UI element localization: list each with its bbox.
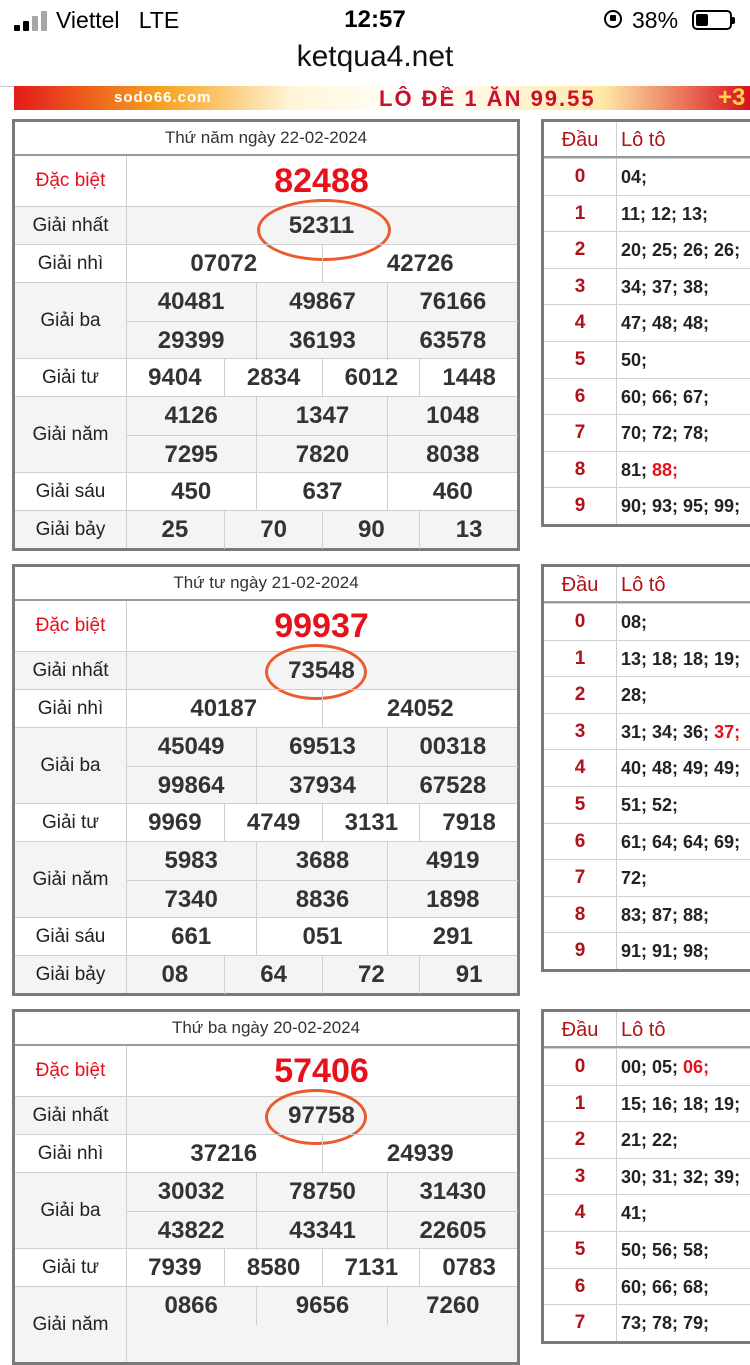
loto-values: 20; 25; 26; 26; [621, 240, 741, 261]
prize-number: 70 [224, 511, 323, 549]
prize-label: Giải bảy [15, 511, 127, 548]
loto-head-digit: 6 [544, 1269, 617, 1305]
loto-row [544, 1231, 750, 1268]
prize-number: 7295 [126, 435, 256, 474]
prize-number: 24939 [322, 1135, 519, 1173]
prize-number: 051 [256, 918, 387, 956]
loto-row [544, 859, 750, 896]
loto-row [544, 451, 750, 488]
loto-head-digit: 6 [544, 379, 617, 415]
prize-label: Giải nhất [15, 207, 127, 244]
prize-number: 22605 [387, 1211, 518, 1250]
prize-values [126, 1287, 517, 1362]
loto-header [544, 567, 750, 603]
loto-highlight: 88; [652, 459, 679, 480]
prize-number: 9656 [256, 1287, 387, 1325]
loto-head-digit: 9 [544, 933, 617, 969]
prize-row-giai-nhi [15, 1134, 517, 1172]
prize-label: Đặc biệt [15, 601, 127, 651]
address-bar[interactable]: ketqua4.net [296, 40, 454, 73]
loto-row [544, 1048, 750, 1085]
prize-values [126, 690, 517, 727]
loto-values: 21; 22; [621, 1130, 679, 1151]
loto-values: 60; 66; 68; [621, 1276, 710, 1297]
loto-head-digit: 8 [544, 897, 617, 933]
loto-row [544, 268, 750, 305]
prize-number: 4749 [224, 804, 323, 842]
prize-row-dac-biet [15, 601, 517, 651]
prize-number: 36193 [256, 321, 387, 360]
prize-values [126, 397, 517, 472]
prize-number: 7260 [387, 1287, 518, 1325]
prize-number: 9404 [148, 364, 202, 391]
prize-label: Giải năm [15, 1287, 127, 1362]
prize-number: 4919 [387, 842, 518, 880]
prize-number: 3688 [256, 842, 387, 880]
banner-badge: +3 [718, 86, 746, 110]
prize-label: Giải nhất [15, 652, 127, 689]
loto-row [544, 378, 750, 415]
prize-number: 291 [387, 918, 518, 956]
prize-number: 7918 [419, 804, 518, 842]
prize-row-giai-nam [15, 396, 517, 472]
status-bar [0, 0, 750, 42]
loto-head-digit: 2 [544, 1122, 617, 1158]
prize-label: Giải tư [15, 804, 127, 841]
loto-head-digit: 4 [544, 750, 617, 786]
prize-number: 1898 [387, 880, 518, 919]
prize-row-giai-nam [15, 1286, 517, 1362]
loto-values: 08; [621, 612, 648, 632]
prize-values [126, 842, 517, 917]
banner-brand: sodo66.com [114, 89, 212, 106]
loto-table [541, 564, 750, 972]
loto-values: 61; 64; 64; 69; [621, 831, 741, 852]
loto-row [544, 487, 750, 524]
prize-label: Giải sáu [15, 918, 127, 955]
loto-values: 00; 05; 06; [621, 1057, 710, 1077]
loto-row [544, 1268, 750, 1305]
loto-row [544, 932, 750, 969]
prize-number: 450 [171, 478, 212, 505]
prize-label: Giải năm [15, 842, 127, 917]
loto-header-loto: Lô tô [621, 574, 666, 596]
carrier-name: Viettel LTE [56, 7, 180, 33]
loto-row [544, 896, 750, 933]
prize-label: Giải tư [15, 359, 127, 396]
prize-number: 1048 [387, 397, 518, 435]
prize-number: 99937 [274, 607, 369, 645]
prize-number: 1448 [419, 359, 518, 397]
prize-label: Giải nhất [15, 1097, 127, 1134]
loto-values: 40; 48; 49; 49; [621, 758, 741, 779]
prize-number: 8836 [256, 880, 387, 919]
prize-number: 00318 [387, 728, 518, 766]
loto-row [544, 640, 750, 677]
prize-number: 7131 [322, 1249, 421, 1287]
loto-head-digit: 7 [544, 415, 617, 451]
loto-row [544, 676, 750, 713]
prize-row-giai-sau [15, 917, 517, 955]
loto-table [541, 1009, 750, 1344]
prize-row-giai-sau [15, 472, 517, 510]
prize-number: 08 [161, 961, 189, 988]
prize-label: Đặc biệt [15, 156, 127, 206]
banner-headline: LÔ ĐỀ 1 ĂN 99.55 [379, 86, 596, 110]
prize-number: 91 [419, 956, 518, 994]
prize-row-giai-tu [15, 1248, 517, 1286]
prize-number: 90 [322, 511, 421, 549]
loto-values: 50; 56; 58; [621, 1239, 710, 1260]
prize-label: Giải sáu [15, 473, 127, 510]
prize-row-giai-nam [15, 841, 517, 917]
prize-number: 82488 [274, 162, 369, 200]
loto-head-digit: 9 [544, 488, 617, 524]
loto-values: 41; [621, 1203, 648, 1224]
loto-values: 47; 48; 48; [621, 313, 710, 334]
loto-head-digit: 6 [544, 824, 617, 860]
prize-label: Đặc biệt [15, 1046, 127, 1096]
prize-number: 25 [161, 516, 189, 543]
loto-head-digit: 4 [544, 305, 617, 341]
loto-values: 13; 18; 18; 19; [621, 648, 741, 669]
loto-head-digit: 5 [544, 787, 617, 823]
banner-ad[interactable] [14, 86, 750, 110]
loto-values: 90; 93; 95; 99; [621, 496, 741, 517]
prize-label: Giải ba [15, 728, 127, 803]
loto-values: 15; 16; 18; 19; [621, 1093, 741, 1114]
loto-head-digit: 1 [544, 1086, 617, 1122]
prize-values [126, 956, 517, 993]
loto-header-dau: Đầu [544, 1012, 617, 1046]
prize-label: Giải ba [15, 283, 127, 358]
prize-number: 69513 [256, 728, 387, 766]
prize-number: 0866 [164, 1292, 218, 1319]
loto-values: 31; 34; 36; 37; [621, 721, 741, 742]
prize-row-giai-nhi [15, 244, 517, 282]
prize-label: Giải năm [15, 397, 127, 472]
loto-header-loto: Lô tô [621, 129, 666, 151]
loto-header [544, 122, 750, 158]
prize-number: 37216 [190, 1140, 258, 1167]
prize-number: 460 [387, 473, 518, 511]
prize-number: 661 [171, 923, 212, 950]
prize-number: 637 [256, 473, 387, 511]
loto-head-digit: 7 [544, 860, 617, 896]
loto-highlight: 06; [683, 1057, 710, 1077]
prize-number: 30032 [157, 1178, 225, 1205]
prize-number: 64 [224, 956, 323, 994]
prize-label: Giải bảy [15, 956, 127, 993]
prize-row-giai-nhat [15, 651, 517, 689]
prize-number: 9969 [148, 809, 202, 836]
loto-head-digit: 3 [544, 269, 617, 305]
prize-number: 6012 [322, 359, 421, 397]
loto-header-loto: Lô tô [621, 1019, 666, 1041]
prize-values [126, 1135, 517, 1172]
loto-values: 30; 31; 32; 39; [621, 1166, 741, 1187]
prize-label: Giải nhì [15, 690, 127, 727]
result-table [12, 1009, 520, 1365]
battery-icon [692, 10, 732, 30]
prize-values [126, 728, 517, 803]
prize-number: 29399 [126, 321, 256, 360]
loto-head-digit: 1 [544, 196, 617, 232]
prize-number: 45049 [157, 733, 225, 760]
prize-number: 63578 [387, 321, 518, 360]
loto-header [544, 1012, 750, 1048]
loto-values: 28; [621, 685, 648, 706]
prize-values [126, 245, 517, 282]
prize-row-dac-biet [15, 156, 517, 206]
prize-number: 42726 [322, 245, 519, 283]
prize-number: 2834 [224, 359, 323, 397]
loto-row [544, 1085, 750, 1122]
loto-values: 34; 37; 38; [621, 276, 710, 297]
loto-head-digit: 0 [544, 1049, 617, 1085]
loto-header-dau: Đầu [544, 567, 617, 601]
prize-values [126, 918, 517, 955]
prize-number: 76166 [387, 283, 518, 321]
loto-table [541, 119, 750, 527]
loto-highlight: 37; [714, 721, 741, 742]
result-table [12, 564, 520, 996]
loto-values: 50; [621, 349, 648, 370]
loto-header-dau: Đầu [544, 122, 617, 156]
prize-number: 52311 [288, 212, 355, 239]
prize-row-giai-nhat [15, 206, 517, 244]
loto-head-digit: 5 [544, 342, 617, 378]
loto-row [544, 231, 750, 268]
prize-label: Giải ba [15, 1173, 127, 1248]
prize-row-giai-tu [15, 803, 517, 841]
result-table [12, 119, 520, 551]
prize-row-giai-nhat [15, 1096, 517, 1134]
prize-row-dac-biet [15, 1046, 517, 1096]
prize-label: Giải nhì [15, 245, 127, 282]
loto-values: 04; [621, 167, 648, 187]
prize-row-giai-tu [15, 358, 517, 396]
loto-row [544, 1158, 750, 1195]
loto-values: 81; 88; [621, 459, 679, 480]
prize-number: 8580 [224, 1249, 323, 1287]
prize-number: 7340 [126, 880, 256, 919]
prize-number: 07072 [190, 250, 258, 277]
prize-label: Giải tư [15, 1249, 127, 1286]
loto-row [544, 341, 750, 378]
prize-row-giai-ba [15, 282, 517, 358]
prize-number: 8038 [387, 435, 518, 474]
loto-row [544, 713, 750, 750]
loto-values: 70; 72; 78; [621, 423, 710, 444]
prize-row-giai-bay [15, 510, 517, 548]
battery-percent: 38% [632, 7, 679, 33]
prize-number: 3131 [322, 804, 421, 842]
loto-head-digit: 5 [544, 1232, 617, 1268]
clock: 12:57 [344, 6, 406, 33]
result-date: Thứ năm ngày 22-02-2024 [15, 122, 517, 156]
loto-head-digit: 4 [544, 1195, 617, 1231]
prize-number: 7820 [256, 435, 387, 474]
prize-values [126, 359, 517, 396]
prize-values [126, 1173, 517, 1248]
prize-number: 24052 [322, 690, 519, 728]
prize-number: 67528 [387, 766, 518, 805]
loto-row [544, 823, 750, 860]
prize-number: 4126 [164, 402, 218, 429]
prize-values [126, 1249, 517, 1286]
prize-values [126, 804, 517, 841]
loto-head-digit: 3 [544, 714, 617, 750]
result-date: Thứ tư ngày 21-02-2024 [15, 567, 517, 601]
loto-row [544, 603, 750, 640]
prize-number: 78750 [256, 1173, 387, 1211]
prize-number: 31430 [387, 1173, 518, 1211]
prize-number: 40187 [190, 695, 258, 722]
prize-number: 0783 [419, 1249, 518, 1287]
prize-row-giai-bay [15, 955, 517, 993]
orientation-lock-icon [604, 10, 622, 28]
result-date: Thứ ba ngày 20-02-2024 [15, 1012, 517, 1046]
prize-values [126, 283, 517, 358]
loto-values: 73; 78; 79; [621, 1313, 710, 1334]
loto-head-digit: 2 [544, 677, 617, 713]
prize-number: 97758 [288, 1102, 355, 1129]
loto-row [544, 195, 750, 232]
prize-number: 57406 [274, 1052, 369, 1090]
loto-row [544, 1121, 750, 1158]
loto-row [544, 1194, 750, 1231]
prize-row-giai-ba [15, 1172, 517, 1248]
prize-number: 40481 [157, 288, 225, 315]
prize-number: 7939 [148, 1254, 202, 1281]
loto-row [544, 1304, 750, 1341]
prize-number: 5983 [164, 847, 218, 874]
prize-number: 13 [419, 511, 518, 549]
prize-number: 99864 [126, 766, 256, 805]
loto-head-digit: 8 [544, 452, 617, 488]
prize-values [126, 473, 517, 510]
loto-row [544, 304, 750, 341]
loto-row [544, 414, 750, 451]
loto-values: 11; 12; 13; [621, 203, 709, 224]
loto-values: 51; 52; [621, 794, 679, 815]
prize-number: 43822 [126, 1211, 256, 1250]
loto-head-digit: 0 [544, 159, 617, 195]
loto-values: 72; [621, 868, 648, 889]
loto-values: 91; 91; 98; [621, 941, 710, 962]
prize-label: Giải nhì [15, 1135, 127, 1172]
loto-row [544, 158, 750, 195]
loto-row [544, 749, 750, 786]
prize-number: 43341 [256, 1211, 387, 1250]
loto-head-digit: 7 [544, 1305, 617, 1341]
loto-head-digit: 3 [544, 1159, 617, 1195]
prize-row-giai-nhi [15, 689, 517, 727]
loto-row [544, 786, 750, 823]
prize-number: 72 [322, 956, 421, 994]
prize-number: 49867 [256, 283, 387, 321]
prize-number: 37934 [256, 766, 387, 805]
prize-values [126, 511, 517, 548]
loto-head-digit: 1 [544, 641, 617, 677]
loto-values: 60; 66; 67; [621, 386, 710, 407]
loto-values: 83; 87; 88; [621, 904, 710, 925]
loto-head-digit: 0 [544, 604, 617, 640]
prize-row-giai-ba [15, 727, 517, 803]
prize-number: 1347 [256, 397, 387, 435]
loto-head-digit: 2 [544, 232, 617, 268]
prize-number: 73548 [288, 657, 355, 684]
